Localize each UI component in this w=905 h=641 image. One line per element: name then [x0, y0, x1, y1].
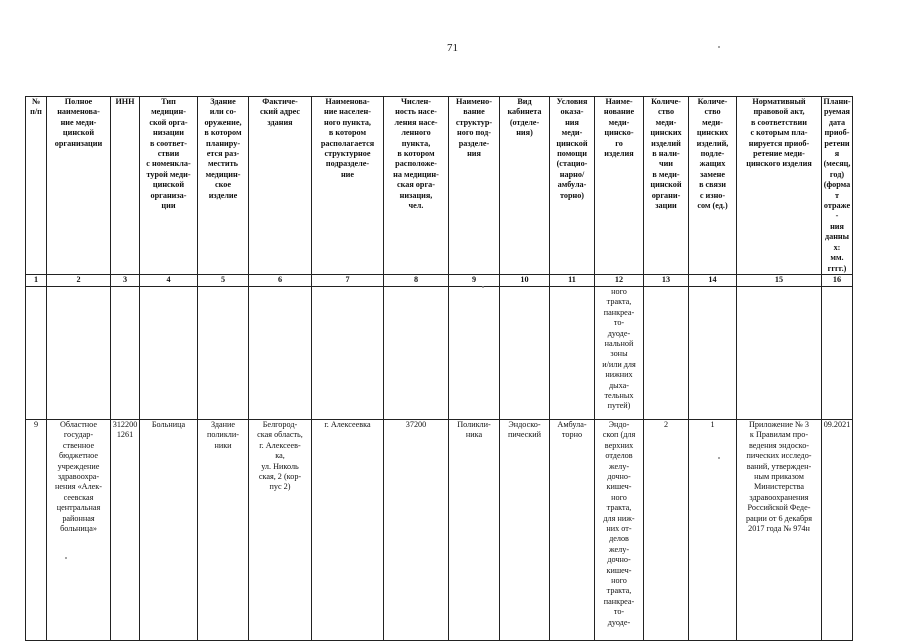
conditions-cell: Амбула- торно — [550, 419, 595, 640]
header-cell: Здание или со- оружение, в котором планиру- ется раз- местить медицин- ское изделие — [198, 97, 249, 275]
column-number: 8 — [384, 274, 449, 286]
header-cell: Фактиче- ский адрес здания — [249, 97, 312, 275]
scan-speck — [482, 286, 484, 288]
settlement-cell: г. Алексеевка — [312, 419, 384, 640]
page-number: 71 — [447, 42, 458, 54]
column-number: 6 — [249, 274, 312, 286]
column-number: 15 — [737, 274, 822, 286]
header-cell: Наиме- нование меди- цинско- го изделия — [595, 97, 644, 275]
empty-cell — [198, 286, 249, 419]
row-number: 9 — [26, 419, 47, 640]
inn-cell: 312200 1261 — [111, 419, 140, 640]
header-cell: Наименова- ние населен- ного пункта, в котором располагается структурное подразделе- ние — [312, 97, 384, 275]
header-cell: № п/п — [26, 97, 47, 275]
population-cell: 37200 — [384, 419, 449, 640]
column-number-row — [26, 274, 853, 286]
column-number: 12 — [595, 274, 644, 286]
header-cell: Числен- ность насе- ления насе- ленного пункта, в котором расположе- на медицин- ская орга- низация, чел. — [384, 97, 449, 275]
column-number: 13 — [644, 274, 689, 286]
qty-replace-cell: 1 — [689, 419, 737, 640]
device-plan-table — [25, 96, 853, 641]
column-number: 7 — [312, 274, 384, 286]
column-number: 5 — [198, 274, 249, 286]
scan-speck — [718, 457, 720, 459]
empty-cell — [249, 286, 312, 419]
header-cell: Количе- ство меди- цинских изделий, подле- жащих замене в связи с изно- сом (ед.) — [689, 97, 737, 275]
building-cell: Здание поликли- ники — [198, 419, 249, 640]
address-cell: Белгород- ская область, г. Алексеев- ка, ул. Николь ская, 2 (кор- пус 2) — [249, 419, 312, 640]
empty-cell — [822, 286, 853, 419]
empty-cell — [737, 286, 822, 419]
column-number: 4 — [140, 274, 198, 286]
header-cell: Полное наименова- ние меди- цинской организации — [47, 97, 111, 275]
scan-speck — [65, 557, 67, 559]
header-cell: Плани- руемая дата приоб- ретения (месяц, год) (формат отраже- ния данных: мм. гггг.) — [823, 97, 851, 273]
header-cell: Количе- ство меди- цинских изделий в нали- чии в меди- цинской органи- зации — [644, 97, 689, 275]
table-header-row — [26, 97, 853, 275]
empty-cell — [26, 286, 47, 419]
table-row — [26, 419, 853, 640]
header-cell: ИНН — [111, 97, 140, 275]
cabinet-cell: Эндоско- пический — [500, 419, 550, 640]
org-name-cell: Областное государ- ственное бюджетное учреждение здравоохра- нения «Алек- сеевская центральная районная больница» — [47, 419, 111, 640]
column-number: 3 — [111, 274, 140, 286]
empty-cell — [689, 286, 737, 419]
header-cell: Наимено- вание структур- ного под- разделе- ния — [449, 97, 500, 275]
header-cell: Нормативный правовой акт, в соответствии с которым пла- нируется приоб- ретение меди- цинского изделия — [737, 97, 822, 275]
continuation-device-cell: ного тракта, панкреа- то- дуоде- нальной зоны и/или для нижних дыха- тельных путей) — [595, 286, 644, 419]
empty-cell — [140, 286, 198, 419]
empty-cell — [449, 286, 500, 419]
qty-available-cell: 2 — [644, 419, 689, 640]
column-number: 2 — [47, 274, 111, 286]
header-cell: Тип медицин- ской орга- низации в соответ- ствии с номенкла- турой меди- цинской организа- ции — [140, 97, 198, 275]
legal-act-cell: Приложение № 3 к Правилам про- ведения эндоско- пических исследо- ваний, утвержден- ным приказом Министерства здравоохранения Российской Феде- рации от 6 декабря 2017 года № 974н — [737, 419, 822, 640]
empty-cell — [312, 286, 384, 419]
unit-name-cell: Поликли- ника — [449, 419, 500, 640]
empty-cell — [111, 286, 140, 419]
header-cell: Условия оказа- ния меди- цинской помощи (стацио- нарно/ амбула- торно) — [550, 97, 595, 275]
column-number: 1 — [26, 274, 47, 286]
continuation-row — [26, 286, 853, 419]
date-cell: 09.2021 — [822, 419, 853, 640]
empty-cell — [47, 286, 111, 419]
column-number: 10 — [500, 274, 550, 286]
empty-cell — [644, 286, 689, 419]
empty-cell — [384, 286, 449, 419]
header-cell: Вид кабинета (отделе- ния) — [500, 97, 550, 275]
empty-cell — [500, 286, 550, 419]
column-number: 11 — [550, 274, 595, 286]
empty-cell — [550, 286, 595, 419]
org-type-cell: Больница — [140, 419, 198, 640]
column-number: 16 — [822, 274, 853, 286]
device-cell: Эндо- скоп (для верхних отделов желу- дочно- кишеч- ного тракта, для ниж- них от- делов желу- дочно- кишеч- ного тракта, панкреа- то- дуоде- — [595, 419, 644, 640]
scan-speck — [718, 46, 720, 48]
column-number: 14 — [689, 274, 737, 286]
column-number: 9 — [449, 274, 500, 286]
